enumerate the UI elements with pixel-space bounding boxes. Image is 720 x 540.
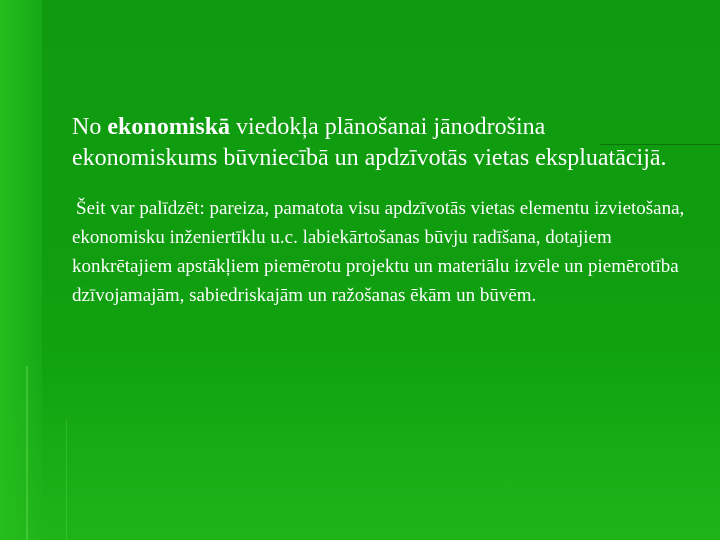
top-background-band [42, 0, 720, 92]
paragraph-solutions [72, 194, 692, 310]
paragraph-text: Šeit var palīdzēt: pareiza, pamatota visu apdzīvotās vietas elementu izvietošana, ekonomisku inženiertīklu u.c. labiekārtošanas būvju radīšana, dotajiem konkrētajiem apstākļiem piemērotu projektu un materiālu izvēle un piemērotība dzīvojamajām, sabiedriskajām un ražošanas ēkām un būvēm. [72, 198, 685, 306]
emphasis-word: ekonomiskā [107, 114, 231, 140]
paragraph-economic-planning [72, 112, 692, 174]
bottom-background-gradient [0, 362, 720, 540]
paragraph-suffix: viedokļa plānošanai jānodrošina ekonomiskums būvniecībā un apdzīvotās vietas ekspluatācijā. [72, 114, 667, 171]
slide-body [72, 112, 692, 310]
decorative-line [26, 366, 28, 540]
paragraph-prefix: No [72, 114, 108, 140]
decorative-line [66, 420, 67, 540]
